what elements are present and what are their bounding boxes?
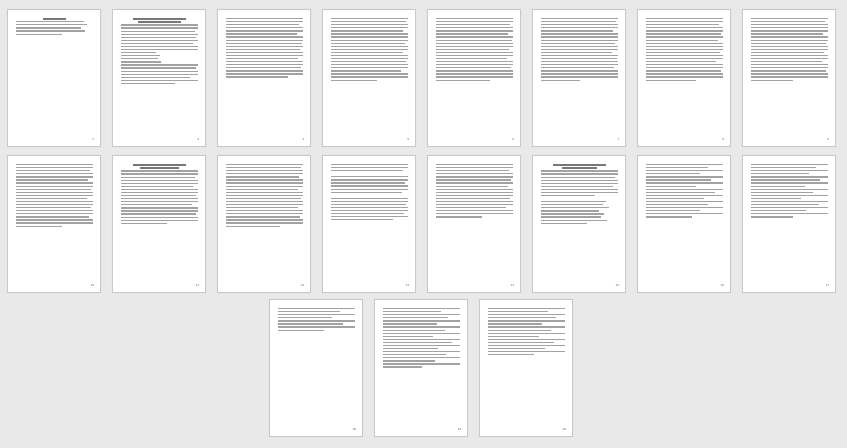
- page-thumbnail[interactable]: [112, 9, 206, 147]
- page-number: 18: [352, 427, 356, 431]
- page-number: 4: [302, 137, 304, 141]
- page-number: 13: [405, 283, 409, 287]
- page-number: 8: [722, 137, 724, 141]
- page-thumbnail[interactable]: [7, 9, 101, 147]
- page-number: 12: [300, 283, 304, 287]
- page-thumbnail[interactable]: [637, 155, 731, 293]
- page-thumbnail[interactable]: [742, 155, 836, 293]
- page-number: 11: [195, 283, 199, 287]
- page-thumbnail[interactable]: [427, 9, 521, 147]
- page-thumbnail[interactable]: [374, 299, 468, 437]
- page-thumbnail[interactable]: [217, 9, 311, 147]
- page-thumbnail[interactable]: [742, 9, 836, 147]
- page-number: 2: [92, 137, 94, 141]
- page-number: 14: [510, 283, 514, 287]
- page-thumbnail[interactable]: [637, 9, 731, 147]
- page-thumbnail[interactable]: [532, 155, 626, 293]
- page-number: 16: [720, 283, 724, 287]
- page-number: 10: [90, 283, 94, 287]
- page-number: 9: [827, 137, 829, 141]
- page-number: 15: [615, 283, 619, 287]
- page-thumbnail[interactable]: [217, 155, 311, 293]
- page-number: 3: [197, 137, 199, 141]
- page-number: 19: [457, 427, 461, 431]
- page-number: 6: [512, 137, 514, 141]
- page-thumbnail[interactable]: [427, 155, 521, 293]
- page-thumbnail[interactable]: [322, 155, 416, 293]
- page-number: 17: [825, 283, 829, 287]
- page-thumbnail[interactable]: [269, 299, 363, 437]
- page-number: 5: [407, 137, 409, 141]
- page-number: 20: [562, 427, 566, 431]
- page-thumbnail[interactable]: [112, 155, 206, 293]
- page-thumbnail[interactable]: [322, 9, 416, 147]
- page-thumbnail[interactable]: [479, 299, 573, 437]
- page-thumbnail[interactable]: [7, 155, 101, 293]
- page-thumbnail[interactable]: [532, 9, 626, 147]
- page-number: 7: [617, 137, 619, 141]
